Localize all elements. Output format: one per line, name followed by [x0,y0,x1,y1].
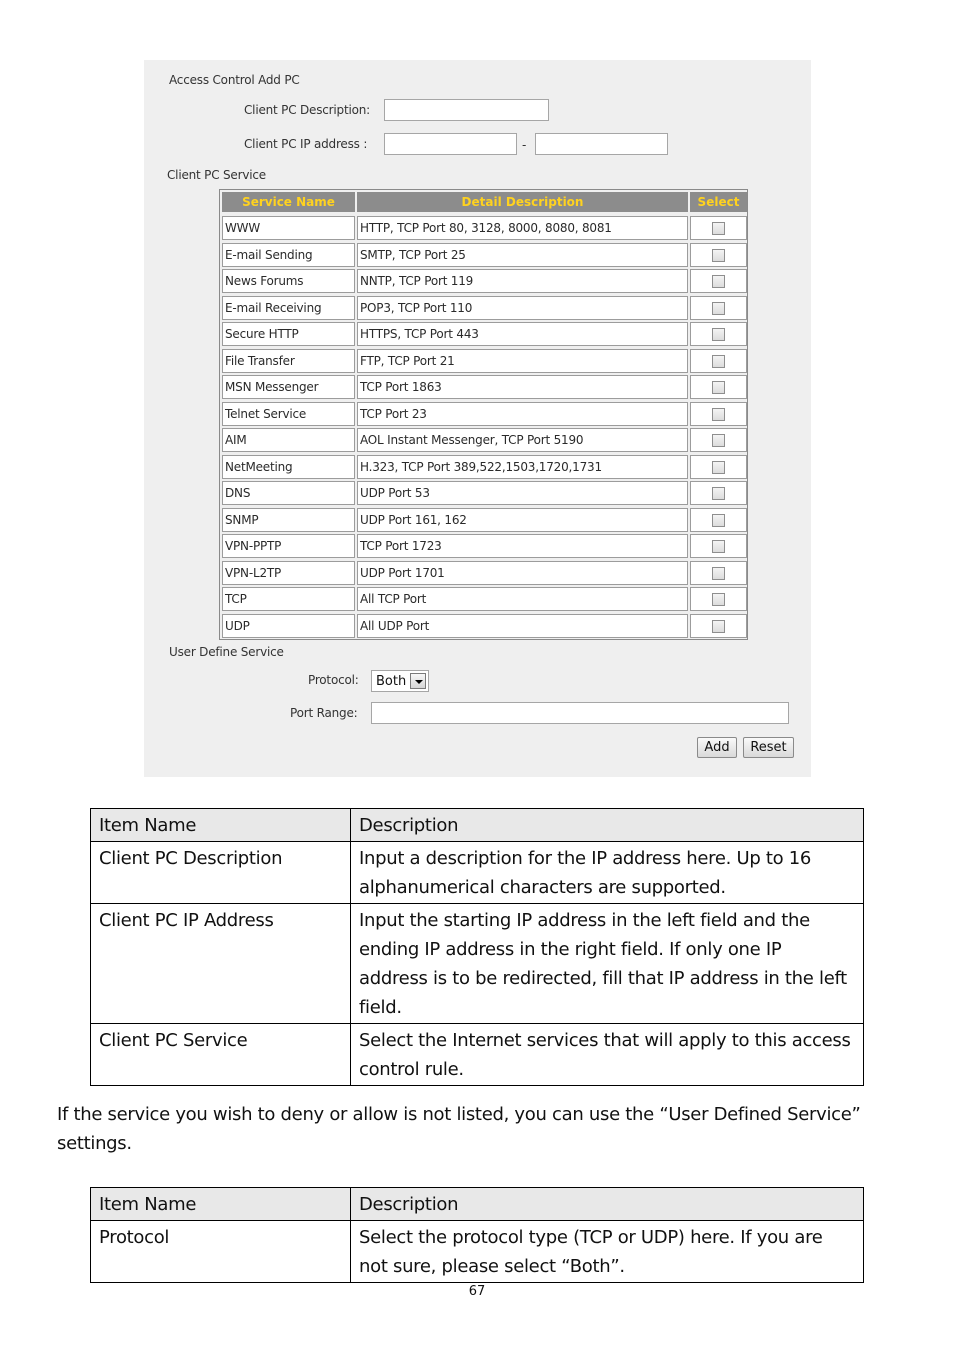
column-detail-description: Detail Description [357,192,688,212]
service-name: Telnet Service [222,402,355,426]
client-pc-ip-label: Client PC IP address : [244,137,368,151]
table-header-row [91,809,864,842]
service-row-telnet-service [222,402,747,426]
port-range-label: Port Range: [290,706,358,720]
service-select-checkbox[interactable] [712,567,725,580]
item-description-table-2 [90,1187,864,1283]
service-detail: H.323, TCP Port 389,522,1503,1720,1731 [357,455,688,479]
service-select-checkbox[interactable] [712,275,725,288]
service-name: NetMeeting [222,455,355,479]
client-pc-service-label: Client PC Service [167,168,266,182]
service-select-cell [690,322,747,346]
service-name: E-mail Receiving [222,296,355,320]
service-name: VPN-L2TP [222,561,355,585]
row-item-name: Client PC IP Address [91,904,351,1024]
service-detail: SMTP, TCP Port 25 [357,243,688,267]
port-range-input[interactable] [371,702,789,724]
service-name: E-mail Sending [222,243,355,267]
service-row-vpn-l2tp [222,561,747,585]
item-description-table-1 [90,808,864,1086]
service-select-cell [690,349,747,373]
service-select-checkbox[interactable] [712,249,725,262]
service-detail: All UDP Port [357,614,688,638]
protocol-label: Protocol: [308,673,359,687]
add-button[interactable]: Add [697,737,737,758]
header-item-name: Item Name [91,809,351,842]
row-description: Select the Internet services that will apply to this access control rule. [351,1024,864,1086]
service-detail: UDP Port 53 [357,481,688,505]
reset-button[interactable]: Reset [743,737,794,758]
service-row-vpn-pptp [222,534,747,558]
service-detail: HTTPS, TCP Port 443 [357,322,688,346]
table-row [91,904,864,1024]
service-row-snmp [222,508,747,532]
service-select-cell [690,508,747,532]
row-item-name: Client PC Service [91,1024,351,1086]
service-select-cell [690,455,747,479]
service-name: News Forums [222,269,355,293]
protocol-select[interactable] [371,670,429,692]
service-detail: AOL Instant Messenger, TCP Port 5190 [357,428,688,452]
service-row-tcp [222,587,747,611]
service-name: TCP [222,587,355,611]
service-detail: UDP Port 1701 [357,561,688,585]
service-select-cell [690,534,747,558]
service-detail: FTP, TCP Port 21 [357,349,688,373]
row-description: Input a description for the IP address here. Up to 16 alphanumerical characters are supported. [351,842,864,904]
service-select-checkbox[interactable] [712,408,725,421]
service-name: AIM [222,428,355,452]
service-detail: NNTP, TCP Port 119 [357,269,688,293]
service-row-www [222,216,747,240]
ip-end-input[interactable] [535,133,668,155]
service-row-aim [222,428,747,452]
service-select-cell [690,402,747,426]
table-row [91,1221,864,1283]
service-select-cell [690,216,747,240]
service-select-checkbox[interactable] [712,328,725,341]
service-select-checkbox[interactable] [712,593,725,606]
service-row-secure-http [222,322,747,346]
table-header-row [91,1188,864,1221]
service-select-checkbox[interactable] [712,461,725,474]
service-select-cell [690,614,747,638]
service-detail: HTTP, TCP Port 80, 3128, 8000, 8080, 8081 [357,216,688,240]
client-pc-description-label: Client PC Description: [244,103,370,117]
ip-start-input[interactable] [384,133,517,155]
client-pc-description-input[interactable] [384,99,549,121]
service-detail: UDP Port 161, 162 [357,508,688,532]
service-select-cell [690,375,747,399]
service-select-cell [690,269,747,293]
service-select-checkbox[interactable] [712,514,725,527]
service-select-checkbox[interactable] [712,381,725,394]
service-select-checkbox[interactable] [712,487,725,500]
user-defined-service-note: If the service you wish to deny or allow is not listed, you can use the “User Defined Service” settings. [57,1104,861,1154]
table-row [91,1024,864,1086]
ip-range-separator: - [522,138,527,152]
service-detail: TCP Port 1723 [357,534,688,558]
form-title: Access Control Add PC [169,73,300,87]
service-name: DNS [222,481,355,505]
service-row-e-mail-sending [222,243,747,267]
service-select-checkbox[interactable] [712,222,725,235]
service-row-dns [222,481,747,505]
service-select-checkbox[interactable] [712,620,725,633]
row-description: Input the starting IP address in the left field and the ending IP address in the right field. If only one IP address is to be redirected, fill that IP address in the left field. [351,904,864,1024]
service-select-cell [690,561,747,585]
service-name: MSN Messenger [222,375,355,399]
row-item-name: Protocol [91,1221,351,1283]
service-select-cell [690,481,747,505]
service-select-cell [690,587,747,611]
user-define-service-label: User Define Service [169,645,284,659]
column-select: Select [690,192,747,212]
page-number: 67 [468,1284,486,1299]
table-row [91,842,864,904]
service-row-udp [222,614,747,638]
service-name: File Transfer [222,349,355,373]
service-table-header [222,192,747,212]
service-select-checkbox[interactable] [712,540,725,553]
header-item-name: Item Name [91,1188,351,1221]
service-row-e-mail-receiving [222,296,747,320]
service-name: UDP [222,614,355,638]
header-description: Description [351,1188,864,1221]
service-detail: TCP Port 23 [357,402,688,426]
service-select-cell [690,428,747,452]
service-select-checkbox[interactable] [712,355,725,368]
service-detail: TCP Port 1863 [357,375,688,399]
service-select-cell [690,243,747,267]
service-detail: All TCP Port [357,587,688,611]
service-name: VPN-PPTP [222,534,355,558]
chevron-down-icon[interactable] [410,673,426,689]
service-row-netmeeting [222,455,747,479]
service-select-checkbox[interactable] [712,302,725,315]
column-service-name: Service Name [222,192,355,212]
service-row-file-transfer [222,349,747,373]
protocol-selected-value: Both [376,674,407,689]
access-control-form [144,60,811,777]
service-table [219,189,748,640]
service-row-msn-messenger [222,375,747,399]
service-detail: POP3, TCP Port 110 [357,296,688,320]
service-row-news-forums [222,269,747,293]
service-select-cell [690,296,747,320]
service-name: SNMP [222,508,355,532]
service-select-checkbox[interactable] [712,434,725,447]
service-name: WWW [222,216,355,240]
header-description: Description [351,809,864,842]
service-name: Secure HTTP [222,322,355,346]
row-description: Select the protocol type (TCP or UDP) here. If you are not sure, please select “Both”. [351,1221,864,1283]
row-item-name: Client PC Description [91,842,351,904]
